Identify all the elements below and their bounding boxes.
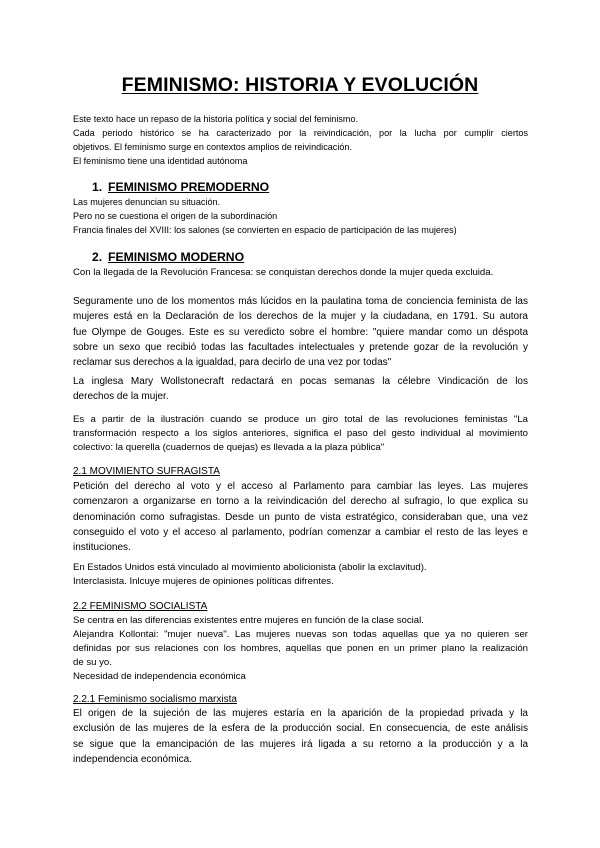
intro-line: objetivos. El feminismo surge en contextos amplios de reivindicación. (73, 142, 353, 152)
section-1-number: 1. (92, 180, 103, 194)
paragraph-line: Se centra en las diferencias existentes entre mujeres en función de la clase social. (73, 615, 424, 626)
paragraph-line: Es a partir de la ilustración cuando se produce un giro total de las revoluciones feministas "La (73, 414, 528, 425)
paragraph-line: se sigue que la emancipación de las mujeres irá ligada a su retorno a la producción y a la (73, 738, 528, 750)
document-title: FEMINISMO: HISTORIA Y EVOLUCIÓN (121, 74, 479, 96)
subsection-2-2-1-heading: 2.2.1 Feminismo socialismo marxista (73, 694, 237, 705)
paragraph-line: colectivo: la querella (cuadernos de quejas) es llevada a la plaza pública" (73, 442, 385, 454)
intro-line: Cada periodo histórico se ha caracterizado por la reivindicación, por la lucha por cumplir ciertos (73, 128, 528, 138)
paragraph-line: independencia económica. (73, 753, 192, 765)
section-1-line: Francia finales del XVIII: los salones (se convierten en espacio de participación de las mujeres) (73, 225, 457, 235)
paragraph-line: Seguramente uno de los momentos más lúcidos en la paulatina toma de conciencia feminista de las (73, 296, 528, 307)
subsection-2-1-heading: 2.1 MOVIMIENTO SUFRAGISTA (73, 466, 220, 477)
paragraph-line: de su yo. (73, 657, 112, 669)
section-2-title: FEMINISMO MODERNO (108, 250, 245, 264)
intro-line: El feminismo tiene una identidad autónoma (73, 156, 248, 166)
paragraph-line: comenzaron a organizarse en torno a la reivindicación del derecho al sufragio, lo que explica su (73, 496, 528, 508)
subsection-2-1-paragraph-1 (73, 479, 528, 555)
section-2-intro (73, 266, 528, 280)
paragraph-line: denominación como sufragistas. Desde un punto de vista estratégico, consideraban que, una vez (73, 511, 528, 523)
intro-paragraph (73, 112, 528, 168)
section-2-heading (92, 250, 244, 264)
paragraph-line: derechos de la mujer. (73, 391, 169, 403)
paragraph-line: transformación respecto a los siglos anteriores, significa el paso del gesto individual al movimiento (73, 428, 528, 440)
section-2-paragraph-1 (73, 294, 528, 370)
paragraph-line: El origen de la sujeción de las mujeres estaría en la aparición de la propiedad privada y la (73, 708, 528, 719)
paragraph-line: Necesidad de independencia económica (73, 671, 246, 683)
subsection-2-2-heading: 2.2 FEMINISMO SOCIALISTA (73, 601, 208, 612)
intro-line: Este texto hace un repaso de la historia política y social del feminismo. (73, 114, 359, 124)
paragraph-line: exclusión de las mujeres de la esfera de la producción social. En consecuencia, de este análisis (73, 723, 528, 735)
subsection-2-2-1-body (73, 706, 528, 767)
paragraph-line: mujeres está en la Declaración de los derechos de la mujer y la ciudadana, en 1791. Su autora (73, 311, 528, 323)
section-2-number: 2. (92, 250, 103, 264)
section-2-intro-line: Con la llegada de la Revolución Francesa: se conquistan derechos donde la mujer queda excluida. (73, 267, 494, 278)
section-1-title: FEMINISMO PREMODERNO (108, 180, 270, 194)
paragraph-line: Interclasista. Inlcuye mujeres de opiniones políticas difrentes. (73, 576, 334, 588)
subsection-2-1-paragraph-2 (73, 561, 528, 589)
paragraph-line: Petición del derecho al voto y el acceso al Parlamento para cambiar las leyes. Las mujeres (73, 481, 528, 492)
paragraph-line: conseguido el voto y el acceso al parlamento, podrían comenzar a cambiar el resto de las leyes e (73, 526, 528, 538)
paragraph-line: sobre un sexo que recibió todas las facultades intelectuales y pretende gozar de la revolución y (73, 341, 528, 353)
paragraph-line: fue Olympe de Gouges. Este es su veredicto sobre el hombre: "quiere mandar como un déspota (73, 326, 528, 338)
paragraph-line: En Estados Unidos está vinculado al movimiento abolicionista (abolir la exclavitud). (73, 562, 427, 573)
section-1-line: Las mujeres denuncian su situación. (73, 197, 221, 207)
paragraph-line: reclamar sus derechos a la igualdad, para decirlo de una vez por todas" (73, 357, 392, 369)
section-1-line: Pero no se cuestiona el origen de la subordinación (73, 211, 278, 221)
paragraph-line: definidas por sus relaciones con los hombres, aquellas que ponen en un primer plano la realización (73, 643, 528, 655)
section-1-body (73, 195, 528, 237)
section-1-heading (92, 180, 269, 194)
paragraph-line: La inglesa Mary Wollstonecraft redactará en pocas semanas la célebre Vindicación de los (73, 376, 528, 387)
section-2-paragraph-2 (73, 374, 528, 405)
paragraph-line: Alejandra Kollontai: "mujer nueva". Las mujeres nuevas son todas aquellas que ya no quieren ser (73, 629, 528, 641)
subsection-2-2-body (73, 614, 528, 684)
section-2-paragraph-3 (73, 413, 528, 455)
paragraph-line: instituciones. (73, 542, 131, 554)
